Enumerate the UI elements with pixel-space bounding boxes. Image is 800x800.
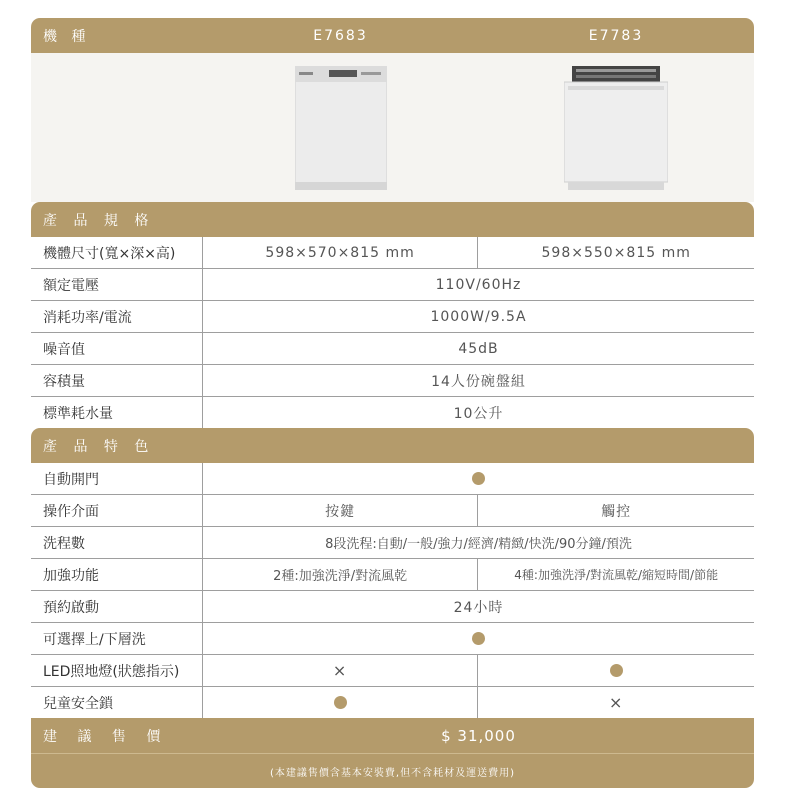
value-shared: 45dB [458, 340, 499, 357]
feature-row [31, 495, 754, 527]
spec-row [31, 237, 754, 269]
value-model-1: 2種:加強洗淨/對流風乾 [203, 559, 479, 590]
row-label: 預約啟動 [31, 591, 203, 622]
row-label: 操作介面 [31, 495, 203, 526]
value-model-2 [478, 687, 754, 718]
dishwasher-semi-integrated-icon [295, 66, 387, 190]
product-image-row [31, 53, 754, 202]
spec-row [31, 301, 754, 333]
feature-row [31, 655, 754, 687]
row-label: 加強功能 [31, 559, 203, 590]
value-shared: 24小時 [453, 599, 504, 616]
product-image-1 [203, 53, 478, 202]
value-shared [203, 623, 754, 654]
price-label: 建 議 售 價 [43, 728, 169, 745]
price-note: (本建議售價含基本安裝費,但不含耗材及運送費用) [31, 753, 754, 788]
value-shared: 8段洗程:自動/一般/強力/經濟/精緻/快洗/90分鐘/預洗 [325, 537, 632, 552]
value-model-1 [203, 687, 479, 718]
row-label: 自動開門 [31, 463, 203, 494]
row-label: 消耗功率/電流 [31, 301, 203, 332]
value-model-2: 觸控 [601, 503, 632, 520]
value-shared: 1000W/9.5A [430, 308, 527, 325]
spec-row [31, 397, 754, 428]
value-model-2 [478, 655, 754, 686]
spec-row [31, 269, 754, 301]
value-shared [203, 463, 754, 494]
value-model-1: 598×570×815 mm [203, 237, 479, 268]
supported-dot-icon [610, 664, 623, 677]
feature-row [31, 687, 754, 718]
spec-table [31, 18, 754, 788]
feature-row [31, 463, 754, 495]
value-shared: 110V/60Hz [435, 276, 522, 293]
model-label: 機 種 [43, 28, 91, 45]
row-label: 機體尺寸(寬×深×高) [31, 237, 203, 268]
model-header [31, 18, 754, 53]
dishwasher-fully-integrated-icon [564, 66, 668, 190]
supported-dot-icon [472, 632, 485, 645]
feature-row [31, 623, 754, 655]
supported-dot-icon [334, 696, 347, 709]
product-image-2 [478, 53, 754, 202]
feature-row [31, 591, 754, 623]
spec-section-header: 產 品 規 格 [31, 202, 754, 237]
feature-section-header: 產 品 特 色 [31, 428, 754, 463]
not-supported-icon: × [332, 661, 348, 680]
spec-row [31, 365, 754, 397]
value-model-1: 按鍵 [203, 495, 479, 526]
row-label: 兒童安全鎖 [31, 687, 203, 718]
price-row [31, 718, 754, 753]
feature-row [31, 559, 754, 591]
value-model-1 [203, 655, 479, 686]
model-name-2: E7783 [588, 27, 644, 44]
supported-dot-icon [472, 472, 485, 485]
row-label: 額定電壓 [31, 269, 203, 300]
feature-row [31, 527, 754, 559]
row-label: 標準耗水量 [31, 397, 203, 428]
row-label: 洗程數 [31, 527, 203, 558]
value-shared: 14人份碗盤組 [431, 373, 526, 390]
value-shared: 10公升 [453, 405, 504, 422]
row-label: 噪音值 [31, 333, 203, 364]
price-value: $ 31,000 [441, 726, 516, 745]
row-label: LED照地燈(狀態指示) [31, 655, 203, 686]
value-model-2: 4種:加強洗淨/對流風乾/縮短時間/節能 [514, 568, 719, 582]
spec-row [31, 333, 754, 365]
value-model-2: 598×550×815 mm [541, 244, 691, 261]
row-label: 容積量 [31, 365, 203, 396]
model-name-1: E7683 [313, 27, 368, 44]
not-supported-icon: × [608, 693, 624, 712]
row-label: 可選擇上/下層洗 [31, 623, 203, 654]
